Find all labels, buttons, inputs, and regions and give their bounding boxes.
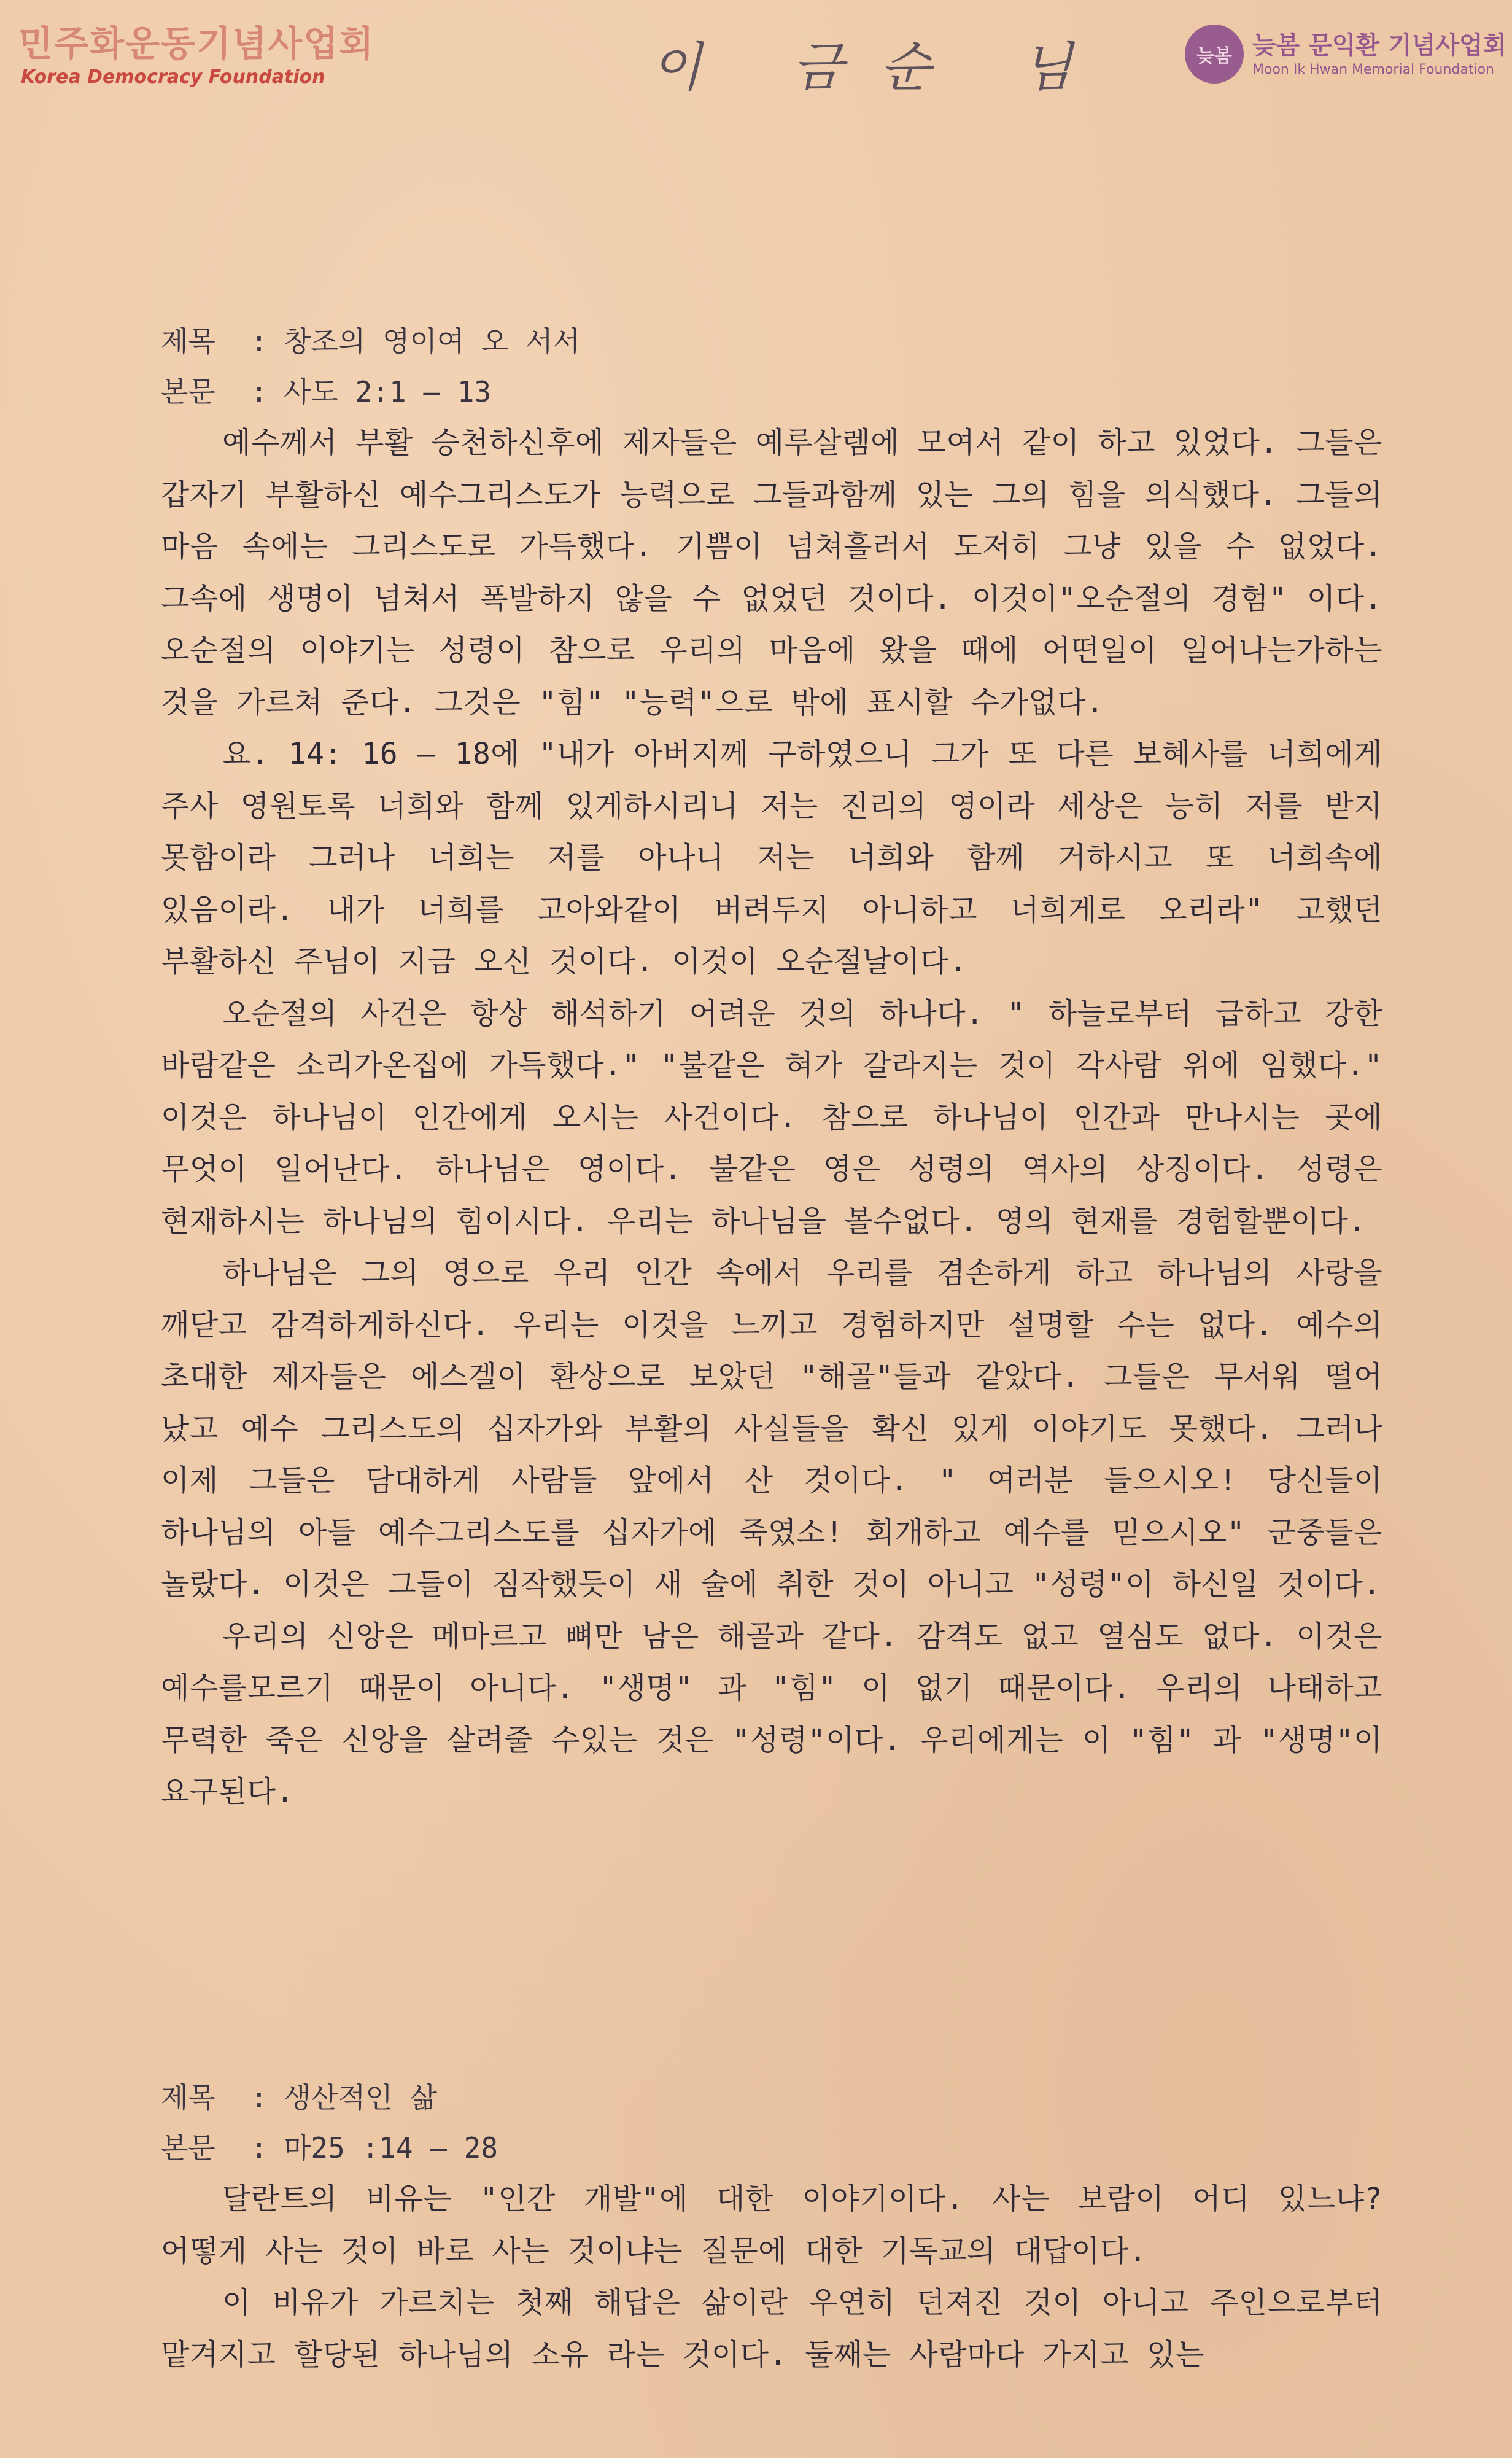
right-logo-english: Moon Ik Hwan Memorial Foundation [1252,62,1494,77]
left-logo-english: Korea Democracy Foundation [21,66,325,88]
title-label: 제목 [161,325,215,358]
neutbom-logo-icon: 늦봄 [1185,25,1244,84]
sermon-1-paragraph: 하나님은 그의 영으로 우리 인간 속에서 우리를 겸손하게 하고 하나님의 사랑을 깨닫고 감격하게하신다. 우리는 이것을 느끼고 경험하지만 설명할 수는 없다. 예수의 초대한 제자들은 에스겔이 환상으로 보았던 "해골"들과 같았다. 그들은 무서워 떨어 났고 예수 그리스도의 십자가와 부활의 사실들을 확신 있게 이야기도 못했다. 그러나 이제 그들은 담대하게 사람들 앞에서 산 것이다. " 여러분 들으시오! 당신들이 하나님의 아들 예수그리스도를 십자가에 죽였소! 회개하고 예수를 믿으시오" 군중들은 놀랐다. 이것은 그들이 짐작했듯이 새 술에 취한 것이 아니고 "성령"이 하신일 것이다. [161,1256,1382,1601]
title-label: 제목 [161,2081,215,2114]
sermon-1-scripture: 사도 2:1 ― 13 [284,375,492,408]
sermon-1-paragraph: 예수께서 부활 승천하신후에 제자들은 예루살렘에 모여서 같이 하고 있었다. 그들은 갑자기 부활하신 예수그리스도가 능력으로 그들과함께 있는 그의 힘을 의식했다. 그들의 마음 속에는 그리스도로 가득했다. 기쁨이 넘쳐흘러서 도저히 그냥 있을 수 없었다. 그속에 생명이 넘쳐서 폭발하지 않을 수 없었던 것이다. 이것이"오순절의 경험" 이다. 오순절의 이야기는 성령이 참으로 우리의 마음에 왔을 때에 어떤일이 일어나는가하는 것을 가르쳐 준다. 그것은 "힘" "능력"으로 밖에 표시할 수가없다. [161,426,1382,720]
sermon-2-scripture: 마25 :14 ― 28 [284,2131,498,2164]
sermon-2-text-line [161,2123,1382,2173]
title-separator: : [250,325,268,358]
sermon-1-paragraph: 우리의 신앙은 메마르고 뼈만 남은 해골과 같다. 감격도 없고 열심도 없다. 이것은 예수를모르기 때문이 아니다. "생명" 과 "힘" 이 없기 때문이다. 우리의 나태하고 무력한 죽은 신앙을 살려줄 수있는 것은 "성령"이다. 우리에게는 이 "힘" 과 "생명"이 요구된다. [161,1619,1382,1809]
sermon-1 [161,316,1382,1818]
sermon-2-paragraph: 달란트의 비유는 "인간 개발"에 대한 이야기이다. 사는 보람이 어디 있느냐? 어떻게 사는 것이 바로 사는 것이냐는 질문에 대한 기독교의 대답이다. [161,2182,1382,2268]
text-separator: : [250,375,268,408]
sermon-1-paragraph: 오순절의 사건은 항상 해석하기 어려운 것의 하나다. " 하늘로부터 급하고 강한 바람같은 소리가온집에 가득했다." "불같은 혀가 갈라지는 것이 각사람 위에 임했다." 이것은 하나님이 인간에게 오시는 사건이다. 참으로 하나님이 인간과 만나시는 곳에 무엇이 일어난다. 하나님은 영이다. 불같은 영은 성령의 역사의 상징이다. 성령은 현재하시는 하나님의 힘이시다. 우리는 하나님을 볼수없다. 영의 현재를 경험할뿐이다. [161,996,1382,1239]
korea-democracy-foundation-logo [18,22,374,90]
sermon-1-text-line [161,367,1382,417]
text-label: 본문 [161,375,215,408]
left-logo-korean: 민주화운동기념사업회 [18,23,375,64]
text-label: 본문 [161,2131,215,2164]
sermon-2-paragraph: 이 비유가 가르치는 첫째 해답은 삶이란 우연히 던져진 것이 아니고 주인으로부터 맡겨지고 할당된 하나님의 소유 라는 것이다. 둘째는 사람마다 가지고 있는 [161,2285,1382,2372]
handwritten-name: 이 금순 님 [651,37,1109,98]
title-separator: : [250,2081,268,2114]
text-separator: : [250,2131,268,2164]
sermon-1-paragraph: 요. 14: 16 ― 18에 "내가 아버지께 구하였으니 그가 또 다른 보혜사를 너희에게 주사 영원토록 너희와 함께 있게하시리니 저는 진리의 영이라 세상은 능히 저를 받지 못함이라 그러나 너희는 저를 아나니 저는 너희와 함께 거하시고 또 너희속에 있음이라. 내가 너희를 고아와같이 버려두지 아니하고 너희게로 오리라" 고했던 부활하신 주님이 지금 오신 것이다. 이것이 오순절날이다. [161,737,1382,979]
sermon-2 [161,2072,1382,2381]
moon-ik-hwan-foundation-logo [1185,25,1506,84]
sermon-1-title: 창조의 영이여 오 서서 [284,325,581,358]
sermon-2-title: 생산적인 삶 [284,2081,437,2114]
right-logo-korean: 늦봄 문익환 기념사업회 [1252,31,1507,60]
sermon-1-title-line [161,316,1382,367]
sermon-2-title-line [161,2072,1382,2123]
